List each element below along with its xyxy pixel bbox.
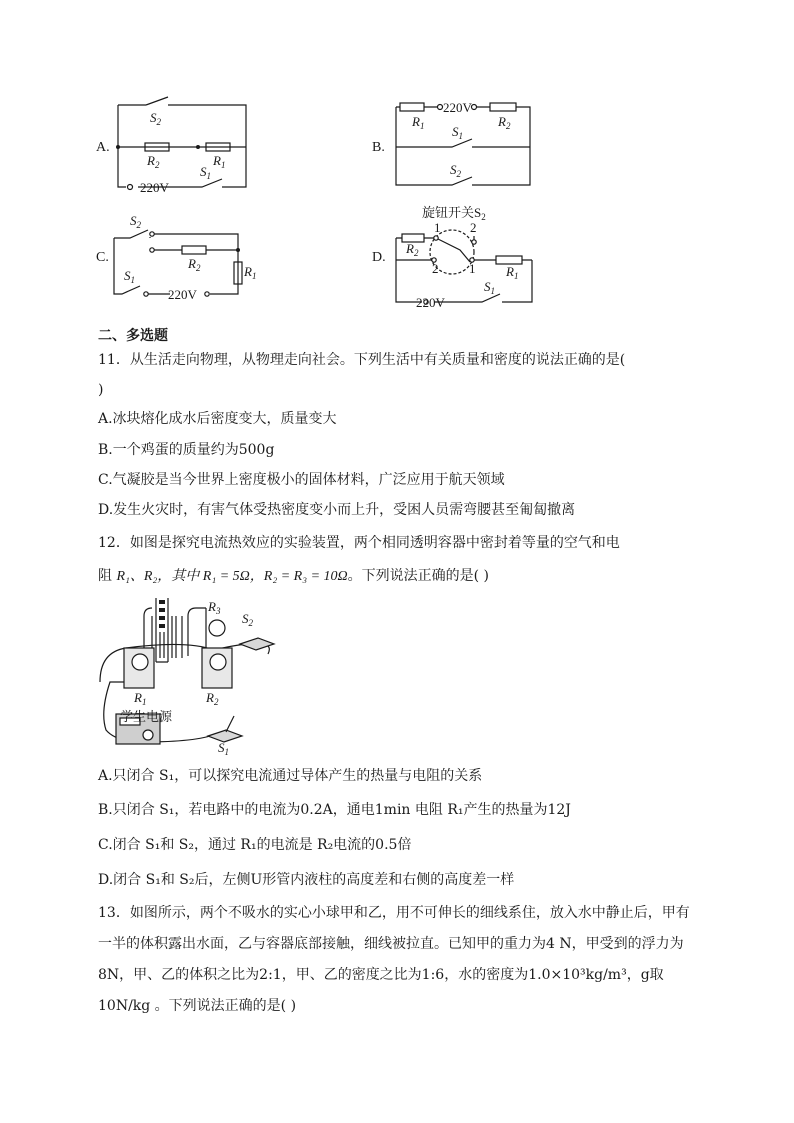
- q12-option-b[interactable]: B.只闭合 S₁，若电路中的电流为0.2A，通电1min 电阻 R₁产生的热量为12J: [98, 802, 571, 818]
- voltage-label: 220V: [443, 100, 472, 115]
- r2-label: $R_2$: [206, 690, 219, 707]
- q11-stem-cont: ): [98, 382, 104, 398]
- voltage-label: 220V: [416, 295, 445, 310]
- s1-label: $S_1$: [200, 164, 211, 181]
- circuit-diagram-a: [110, 95, 260, 195]
- voltage-label: 220V: [140, 180, 169, 195]
- r1-label: $R_1$: [213, 153, 226, 170]
- r2-label: $R_2$: [498, 114, 511, 131]
- q12-stem: 12．如图是探究电流热效应的实验装置，两个相同透明容器中密封着等量的空气和电: [98, 535, 620, 551]
- q12-resistor-values: R₁、R₂，其中 R₁ = 5Ω，R₂ = R₃ = 10Ω: [116, 569, 348, 584]
- q11-option-a[interactable]: A.冰块熔化成水后密度变大，质量变大: [98, 411, 337, 427]
- q12-option-a[interactable]: A.只闭合 S₁，可以探究电流通过导体产生的热量与电阻的关系: [98, 768, 483, 784]
- section-heading: 二、多选题: [98, 328, 168, 344]
- r1-label: $R_1$: [134, 690, 147, 707]
- q11-option-c[interactable]: C.气凝胶是当今世界上密度极小的固体材料，广泛应用于航天领域: [98, 472, 505, 488]
- psu-label: 学生电源: [120, 709, 173, 724]
- q11-option-d[interactable]: D.发生火灾时，有害气体受热密度变小而上升，受困人员需弯腰甚至匍匐撤离: [98, 502, 576, 518]
- option-b-label: B.: [372, 140, 385, 155]
- node-1-top: 1: [434, 220, 441, 235]
- s1-label: $S_1$: [124, 268, 135, 285]
- r1-label: $R_1$: [412, 114, 425, 131]
- s1-label: $S_1$: [452, 124, 463, 141]
- q12-option-c[interactable]: C.闭合 S₁和 S₂，通过 R₁的电流是 R₂电流的0.5倍: [98, 837, 412, 853]
- option-a-label: A.: [96, 140, 110, 155]
- r3-label: $R_3$: [208, 599, 221, 616]
- s2-label: $S_2$: [450, 162, 461, 179]
- r2-label: $R_2$: [147, 153, 160, 170]
- s2-label: $S_2$: [130, 213, 141, 230]
- electro-thermal-apparatus-figure: [96, 592, 296, 760]
- q12-stem-cont: 阻 R₁、R₂，其中 R₁ = 5Ω，R₂ = R₃ = 10Ω。下列说法正确的是( ): [98, 568, 490, 584]
- s1-label: $S_1$: [218, 740, 229, 757]
- circuit-diagram-c: [110, 210, 260, 305]
- node-1-bottom: 1: [469, 261, 476, 276]
- q13-stem: 13．如图所示，两个不吸水的实心小球甲和乙，用不可伸长的细线系住，放入水中静止后，甲有一半的体积露出水面，乙与容器底部接触，细线被拉直。已知甲的重力为4 N，甲受到的浮力为8N，甲、乙的体积之比为2:1，甲、乙的密度之比为1:6，水的密度为1.0×10³kg/m³，g取10N/kg 。下列说法正确的是( ): [98, 905, 690, 1014]
- q12-option-d[interactable]: D.闭合 S₁和 S₂后，左侧U形管内液柱的高度差和右侧的高度差一样: [98, 872, 515, 888]
- voltage-label: 220V: [168, 287, 197, 302]
- r1-label: $R_1$: [244, 264, 257, 281]
- r1-label: $R_1$: [506, 264, 519, 281]
- node-2-top: 2: [470, 220, 477, 235]
- circuit-diagram-b: [390, 95, 540, 195]
- option-d-label: D.: [372, 250, 386, 265]
- q11-stem: 11．从生活走向物理，从物理走向社会。下列生活中有关质量和密度的说法正确的是(: [98, 352, 626, 368]
- circuit-diagram-d: [390, 202, 550, 310]
- r2-label: $R_2$: [188, 256, 201, 273]
- knob-switch-title: 旋钮开关$S_2$: [422, 205, 486, 222]
- r2-label: $R_2$: [406, 241, 419, 258]
- node-2-bottom: 2: [432, 261, 439, 276]
- q11-option-b[interactable]: B.一个鸡蛋的质量约为500g: [98, 442, 275, 458]
- option-c-label: C.: [96, 250, 109, 265]
- s2-label: $S_2$: [242, 611, 253, 628]
- s2-label: $S_2$: [150, 110, 161, 127]
- s1-label: $S_1$: [484, 279, 495, 296]
